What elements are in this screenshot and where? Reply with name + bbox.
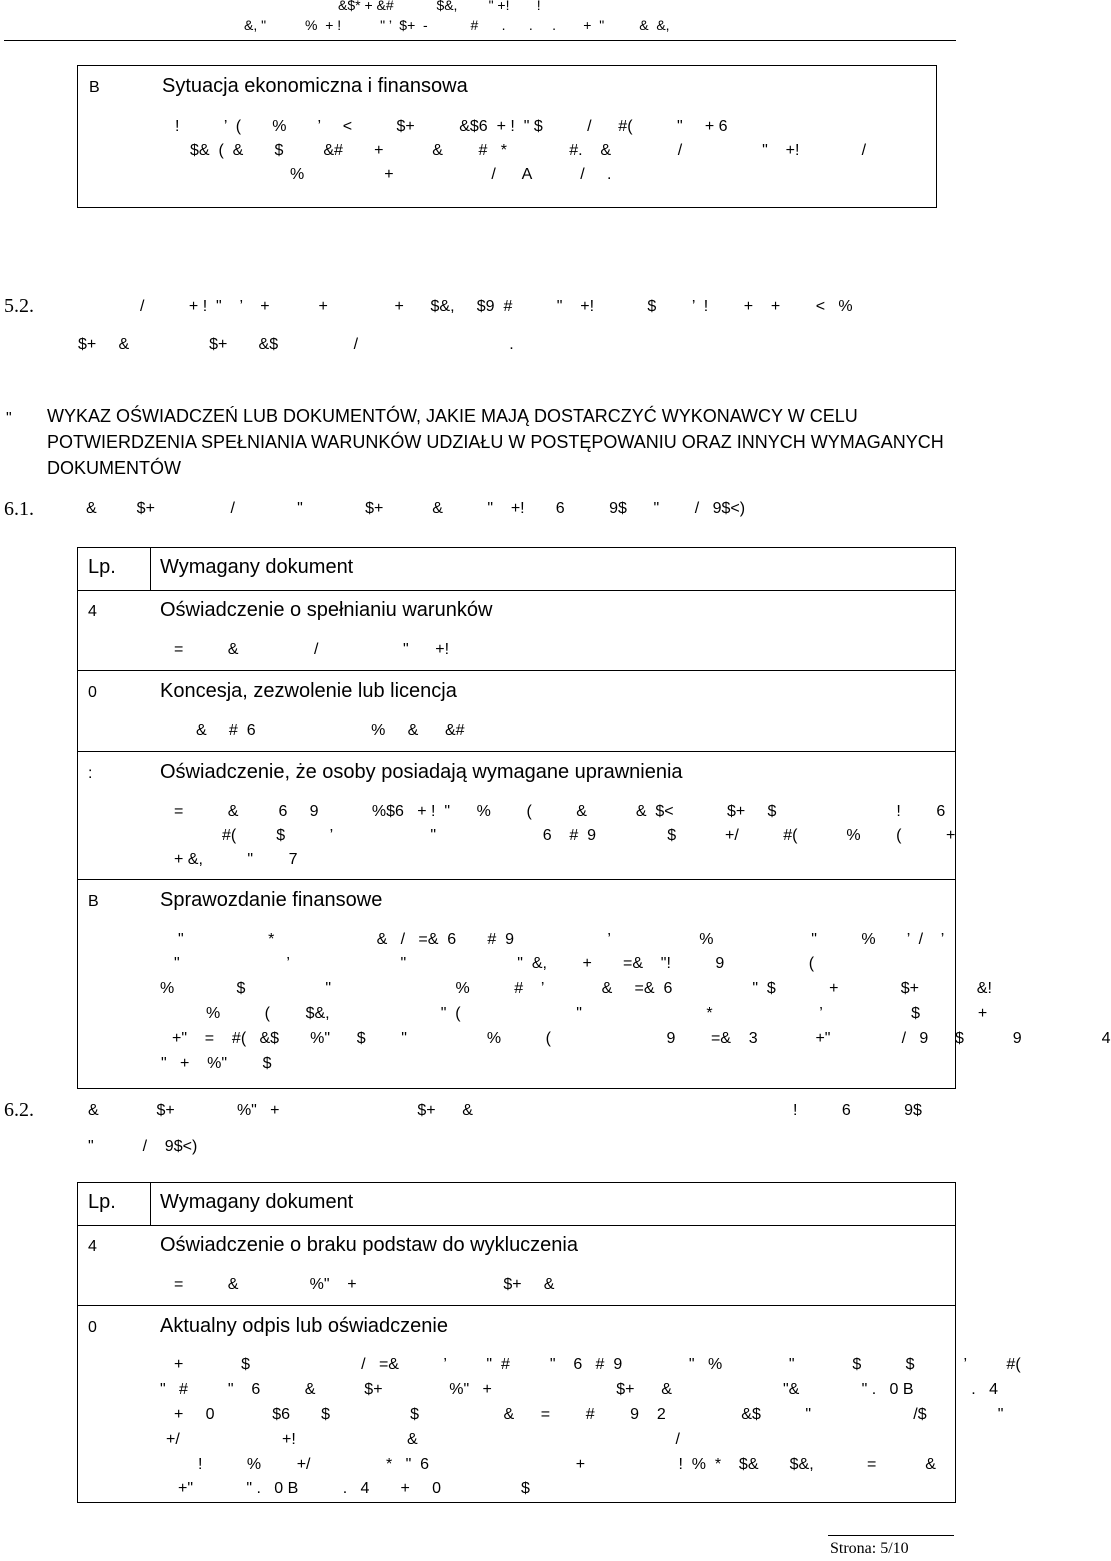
para52-line-2: $+ & $+ &$ / . <box>78 336 514 353</box>
table-header-rule <box>77 590 956 591</box>
header-line-2: &, " % + ! " ’ $+ - # . . . + " & &, <box>244 17 670 33</box>
table-row-title: Koncesja, zezwolenie lub licencja <box>160 680 457 702</box>
table-row-description: " ’ " " &, + =& "! 9 ( <box>174 955 815 972</box>
para52-line-1: / + ! " ’ + + + $&, $9 # " +! $ ’ ! + + < % <box>140 298 853 315</box>
table-row-title: Aktualny odpis lub oświadczenie <box>160 1315 448 1337</box>
table-row-description: +/ +! & / <box>166 1431 680 1448</box>
section5-body-line: ! ’ ( % ’ < $+ &$6 + ! " $ / #( " + 6 <box>175 118 728 135</box>
section5-body-line: % + / A / . <box>290 166 612 183</box>
table-row-lp: 0 <box>88 1319 97 1336</box>
table-row-description: " # " 6 & $+ %" + $+ & "& " . 0 B . 4 <box>160 1381 998 1398</box>
table-row-rule <box>77 1305 956 1306</box>
table-row-description: + 0 $6 $ $ & = # 9 2 &$ " /$ " <box>174 1406 1004 1423</box>
table-column-divider <box>150 547 151 590</box>
para62-number: 6.2. <box>4 1099 34 1121</box>
table-row-lp: B <box>88 893 99 910</box>
table-row-description: = & 6 9 %$6 + ! " % ( & & $< $+ $ ! 6 <box>174 803 946 820</box>
para61-text: & $+ / " $+ & " +! 6 9$ " / 9$<) <box>86 500 746 517</box>
section5-marker: B <box>89 79 100 96</box>
para52-number: 5.2. <box>4 295 34 317</box>
table-row-description: + &, " 7 <box>174 851 298 868</box>
table-row-rule <box>77 670 956 671</box>
para61-number: 6.1. <box>4 498 34 520</box>
table-header-document: Wymagany dokument <box>160 556 354 578</box>
table-header-rule <box>77 1225 956 1226</box>
table-row-description: = & / " +! <box>174 641 450 658</box>
table-row-title: Sprawozdanie finansowe <box>160 889 383 911</box>
table-row-rule <box>77 879 956 880</box>
table-header-document: Wymagany dokument <box>160 1191 354 1213</box>
table-row-title: Oświadczenie, że osoby posiadają wymagane uprawnienia <box>160 761 683 783</box>
table-row-description: & # 6 % & &# <box>196 722 465 739</box>
table-row-rule <box>77 751 956 752</box>
table-row-title: Oświadczenie o spełnianiu warunków <box>160 599 493 621</box>
table-row-lp: 0 <box>88 684 97 701</box>
table-row-lp: 4 <box>88 603 97 620</box>
table-row-description: +" = #( &$ %" $ " % ( 9 =& 3 +" / 9 $ 9 4 <box>172 1030 1111 1047</box>
header-rule <box>4 40 956 41</box>
table-row-lp: 4 <box>88 1238 97 1255</box>
table-header-lp: Lp. <box>88 556 116 578</box>
page-number: Strona: 5/10 <box>830 1540 909 1557</box>
para62-line-1: & $+ %" + $+ & ! 6 9$ <box>88 1102 922 1119</box>
table-row-title: Oświadczenie o braku podstaw do wykluczenia <box>160 1234 578 1256</box>
section5-body-line: $& ( & $ &# + & # * #. & / " +! / <box>190 142 867 159</box>
table-row-description: ! % +/ * " 6 + ! % * $& $&, = & <box>198 1456 936 1473</box>
table-row-description: + $ / =& ’ " # " 6 # 9 " % " $ $ ’ #( <box>174 1356 1021 1373</box>
table-row-description: % $ " % # ’ & =& 6 " $ + $+ &! <box>160 980 992 997</box>
section6-title: WYKAZ OŚWIADCZEŃ LUB DOKUMENTÓW, JAKIE MAJĄ DOSTARCZYĆ WYKONAWCY W CELU POTWIERDZENIA SPEŁNIANIA WARUNKÓW UDZIAŁU W POSTĘPOWANIU ORAZ INNYCH WYMAGANYCH DOKUMENTÓW <box>47 406 944 478</box>
section5-title: Sytuacja ekonomiczna i finansowa <box>162 75 468 97</box>
header-line-1: &$* + &# $&, " +! ! <box>338 0 541 13</box>
section6-marker: " <box>6 410 12 427</box>
table-row-description: #( $ ’ " 6 # 9 $ +/ #( % ( + <box>222 827 956 844</box>
table-row-lp: : <box>88 765 93 782</box>
table-row-description: = & %" + $+ & <box>174 1276 555 1293</box>
exclusion-table <box>77 1182 956 1503</box>
footer-rule <box>828 1535 954 1536</box>
table-row-description: % ( $&, " ( " * ’ $ + <box>206 1005 988 1022</box>
table-row-description: " + %" $ <box>161 1055 272 1072</box>
section5-box <box>77 65 937 208</box>
table-column-divider <box>150 1182 151 1225</box>
table-header-lp: Lp. <box>88 1191 116 1213</box>
para62-line-2: " / 9$<) <box>88 1138 198 1155</box>
table-row-description: +" " . 0 B . 4 + 0 $ <box>178 1480 530 1497</box>
table-row-description: " * & / =& 6 # 9 ’ % " % ’ / ’ <box>178 931 945 948</box>
